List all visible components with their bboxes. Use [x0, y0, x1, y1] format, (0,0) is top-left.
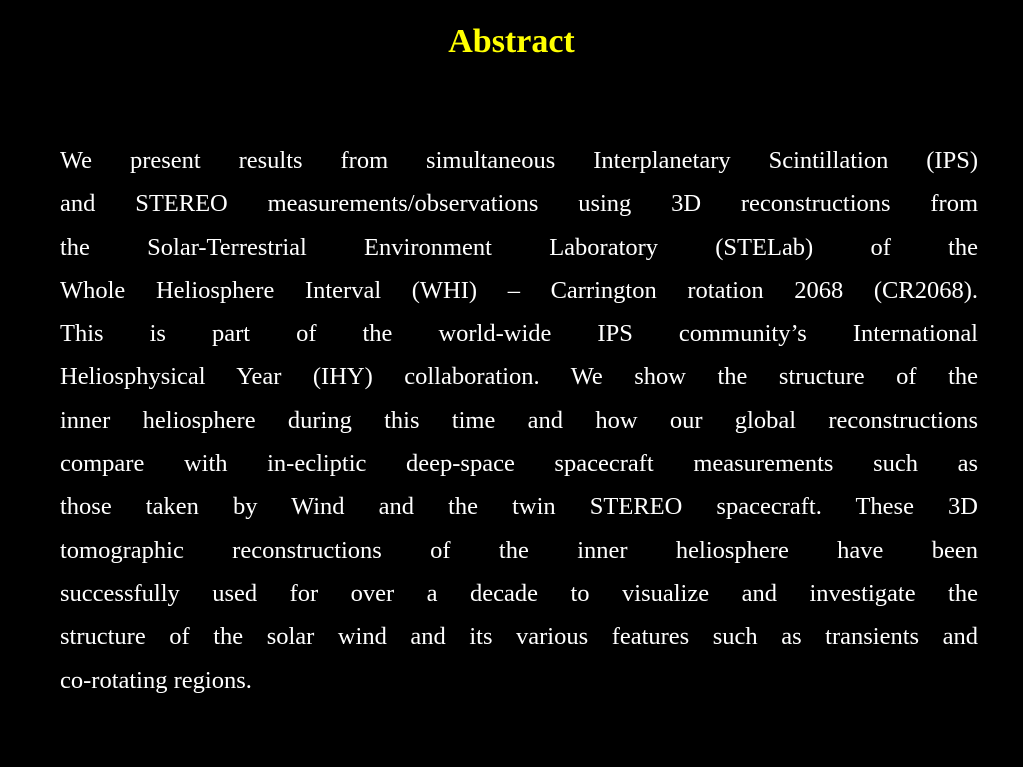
abstract-line: successfully used for over a decade to visualize and investigate the	[60, 579, 978, 607]
abstract-line: compare with in-ecliptic deep-space spacecraft measurements such as	[60, 450, 978, 478]
abstract-line: This is part of the world-wide IPS community’s International	[60, 320, 978, 348]
abstract-line: co-rotating regions.	[60, 666, 252, 694]
abstract-line: those taken by Wind and the twin STEREO spacecraft. These 3D	[60, 493, 978, 521]
abstract-line: structure of the solar wind and its various features such as transients and	[60, 623, 978, 651]
abstract-line: the Solar-Terrestrial Environment Laboratory (STELab) of the	[60, 233, 978, 261]
slide-title: Abstract	[448, 23, 575, 60]
abstract-line: Heliosphysical Year (IHY) collaboration. We show the structure of the	[60, 363, 978, 391]
abstract-line: tomographic reconstructions of the inner heliosphere have been	[60, 536, 978, 564]
abstract-line: Whole Heliosphere Interval (WHI) – Carrington rotation 2068 (CR2068).	[60, 276, 978, 304]
abstract-line: inner heliosphere during this time and how our global reconstructions	[60, 406, 978, 434]
abstract-line: and STEREO measurements/observations using 3D reconstructions from	[60, 190, 978, 218]
abstract-line: We present results from simultaneous Interplanetary Scintillation (IPS)	[60, 147, 978, 174]
abstract-paragraph	[60, 139, 978, 702]
